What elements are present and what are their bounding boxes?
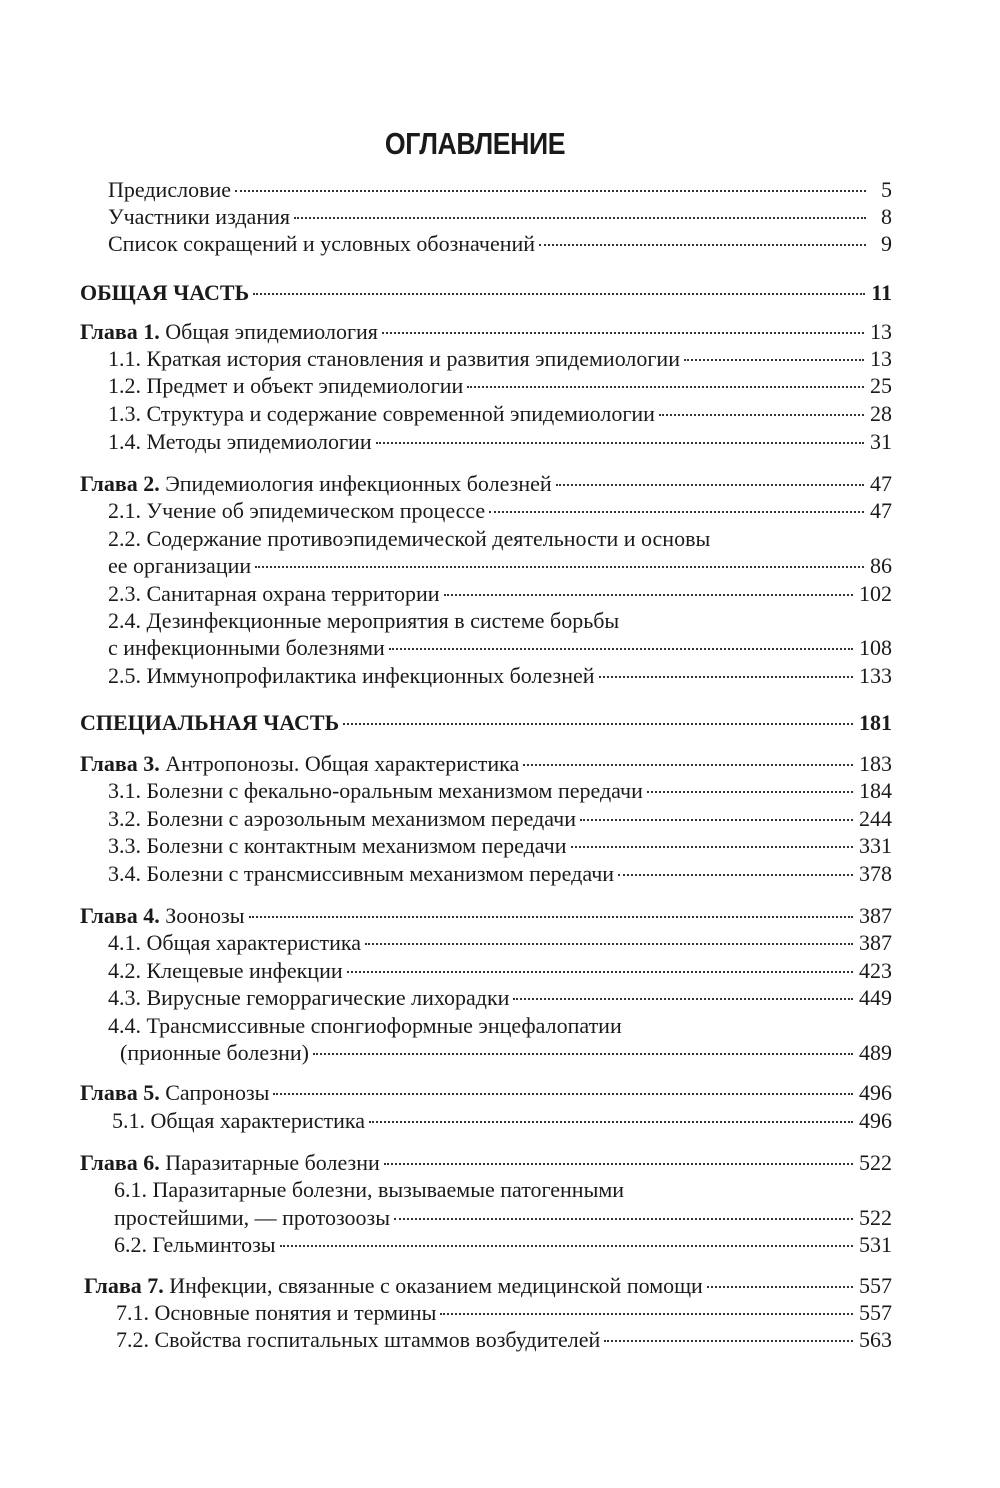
- dot-leader: [599, 675, 853, 678]
- chapter-title: Общая эпидемиология: [165, 319, 378, 344]
- section-title: 1.1. Краткая история становления и развития эпидемиологии: [108, 346, 680, 371]
- toc-section-4-2[interactable]: [108, 957, 892, 984]
- page-number: 86: [870, 553, 892, 578]
- entry-text: Предисловие: [108, 177, 231, 202]
- page-number: 13: [870, 346, 892, 371]
- page-number: 387: [859, 903, 892, 928]
- chapter-title: Инфекции, связанные с оказанием медицинской помощи: [169, 1273, 703, 1298]
- toc-section-2-4[interactable]: [108, 634, 892, 661]
- page-number: 31: [870, 429, 892, 454]
- section-title: простейшими, — протозоозы: [114, 1205, 390, 1230]
- page-number: 181: [859, 710, 892, 735]
- section-title: 5.1. Общая характеристика: [112, 1108, 365, 1133]
- section-title: с инфекционными болезнями: [108, 635, 385, 660]
- page-number: 184: [859, 778, 892, 803]
- toc-part-general[interactable]: [80, 279, 892, 306]
- page-number: 9: [881, 231, 892, 256]
- toc-section-3-2[interactable]: [108, 805, 892, 832]
- page-number: 563: [859, 1327, 892, 1352]
- toc-section-4-3[interactable]: [108, 984, 892, 1011]
- toc-entry-contributors[interactable]: [108, 203, 892, 230]
- page-number: 183: [859, 751, 892, 776]
- page-number: 47: [870, 498, 892, 523]
- toc-section-1-3[interactable]: [108, 400, 892, 427]
- toc-chapter-6[interactable]: [80, 1149, 892, 1176]
- chapter-title: Паразитарные болезни: [165, 1150, 380, 1175]
- dot-leader: [365, 942, 853, 945]
- section-title: (прионные болезни): [120, 1040, 309, 1065]
- toc-chapter-7[interactable]: [84, 1272, 892, 1299]
- toc-section-4-4[interactable]: [120, 1039, 892, 1066]
- section-title: 2.5. Иммунопрофилактика инфекционных болезней: [108, 663, 595, 688]
- dot-leader: [580, 818, 853, 821]
- dot-leader: [235, 189, 866, 192]
- dot-leader: [347, 970, 853, 973]
- section-title-line1: 2.4. Дезинфекционные мероприятия в системе борьбы: [108, 608, 620, 633]
- toc-section-4-1[interactable]: [108, 929, 892, 956]
- chapter-label: Глава 4.: [80, 903, 160, 928]
- dot-leader: [513, 997, 853, 1000]
- page-title: ОГЛАВЛЕНИЕ: [384, 126, 566, 161]
- toc-section-2-5[interactable]: [108, 662, 892, 689]
- dot-leader: [384, 1162, 853, 1165]
- toc-section-1-1[interactable]: [108, 345, 892, 372]
- chapter-label: Глава 7.: [84, 1273, 164, 1298]
- dot-leader: [369, 1120, 853, 1123]
- toc-section-7-2[interactable]: [116, 1326, 892, 1353]
- dot-leader: [394, 1217, 853, 1220]
- part-title: СПЕЦИАЛЬНАЯ ЧАСТЬ: [80, 710, 340, 735]
- dot-leader: [467, 385, 864, 388]
- section-title: 1.4. Методы эпидемиологии: [108, 429, 372, 454]
- toc-chapter-4[interactable]: [80, 902, 892, 929]
- toc-section-2-1[interactable]: [108, 497, 892, 524]
- page-number: 133: [859, 663, 892, 688]
- toc-section-2-3[interactable]: [108, 580, 892, 607]
- dot-leader: [556, 483, 864, 486]
- dot-leader: [523, 763, 853, 766]
- page-number: 11: [871, 280, 892, 305]
- dot-leader: [571, 845, 854, 848]
- section-title-line1: 4.4. Трансмиссивные спонгиоформные энцефалопатии: [108, 1013, 622, 1038]
- chapter-title: Антропонозы. Общая характеристика: [165, 751, 520, 776]
- dot-leader: [604, 1339, 853, 1342]
- toc-section-3-4[interactable]: [108, 860, 892, 887]
- section-title: 3.2. Болезни с аэрозольным механизмом передачи: [108, 806, 576, 831]
- page-number: 25: [870, 373, 892, 398]
- page-number: 387: [859, 930, 892, 955]
- dot-leader: [647, 790, 853, 793]
- chapter-label: Глава 2.: [80, 471, 160, 496]
- section-title: 7.2. Свойства госпитальных штаммов возбудителей: [116, 1327, 601, 1352]
- toc-chapter-5[interactable]: [80, 1079, 892, 1106]
- section-title: 4.2. Клещевые инфекции: [108, 958, 343, 983]
- toc-section-3-1[interactable]: [108, 777, 892, 804]
- chapter-title: Зоонозы: [165, 903, 245, 928]
- section-title: 3.4. Болезни с трансмиссивным механизмом передачи: [108, 861, 615, 886]
- page-number: 423: [859, 958, 892, 983]
- dot-leader: [684, 358, 864, 361]
- page-number: 102: [859, 581, 892, 606]
- page-number: 8: [881, 204, 892, 229]
- section-title: 4.1. Общая характеристика: [108, 930, 361, 955]
- section-title-line1: 6.1. Паразитарные болезни, вызываемые патогенными: [114, 1177, 625, 1202]
- dot-leader: [376, 441, 864, 444]
- section-title: 2.3. Санитарная охрана территории: [108, 581, 440, 606]
- section-title: 1.2. Предмет и объект эпидемиологии: [108, 373, 464, 398]
- page-number: 244: [859, 806, 892, 831]
- section-title: 4.3. Вирусные геморрагические лихорадки: [108, 985, 510, 1010]
- toc-entry-abbreviations[interactable]: [108, 230, 892, 257]
- section-title: 1.3. Структура и содержание современной эпидемиологии: [108, 401, 655, 426]
- toc-section-7-1[interactable]: [116, 1299, 892, 1326]
- section-title: 6.2. Гельминтозы: [114, 1232, 276, 1257]
- chapter-title: Сапронозы: [165, 1080, 270, 1105]
- dot-leader: [313, 1052, 853, 1055]
- toc-chapter-1[interactable]: [80, 318, 892, 345]
- dot-leader: [444, 593, 853, 596]
- dot-leader: [253, 292, 865, 295]
- page-number: 108: [859, 635, 892, 660]
- section-title: 3.1. Болезни с фекально-оральным механизмом передачи: [108, 778, 643, 803]
- page-number: 496: [859, 1108, 892, 1133]
- page-number: 531: [859, 1232, 892, 1257]
- toc-section-1-4[interactable]: [108, 428, 892, 455]
- section-title: 2.1. Учение об эпидемическом процессе: [108, 498, 486, 523]
- page-number: 331: [859, 833, 892, 858]
- chapter-label: Глава 5.: [80, 1080, 160, 1105]
- chapter-label: Глава 1.: [80, 319, 160, 344]
- page-number: 557: [859, 1300, 892, 1325]
- dot-leader: [389, 647, 853, 650]
- page-number: 47: [870, 471, 892, 496]
- dot-leader: [618, 873, 853, 876]
- page-number: 522: [859, 1205, 892, 1230]
- toc-section-1-2[interactable]: [108, 372, 892, 399]
- page-number: 489: [859, 1040, 892, 1065]
- dot-leader: [343, 722, 853, 725]
- toc-section-6-2[interactable]: [114, 1231, 892, 1258]
- section-title: 7.1. Основные понятия и термины: [116, 1300, 437, 1325]
- page-number: 5: [881, 177, 892, 202]
- toc-chapter-2[interactable]: [80, 470, 892, 497]
- page-number: 13: [870, 319, 892, 344]
- page-number: 449: [859, 985, 892, 1010]
- chapter-label: Глава 3.: [80, 751, 160, 776]
- toc-section-2-2[interactable]: [108, 552, 892, 579]
- section-title: ее организации: [108, 553, 252, 578]
- chapter-label: Глава 6.: [80, 1150, 160, 1175]
- dot-leader: [273, 1092, 853, 1095]
- dot-leader: [249, 915, 853, 918]
- dot-leader: [539, 243, 866, 246]
- entry-text: Участники издания: [108, 204, 290, 229]
- toc-section-3-3[interactable]: [108, 832, 892, 859]
- entry-text: Список сокращений и условных обозначений: [108, 231, 536, 256]
- dot-leader: [294, 216, 866, 219]
- dot-leader: [707, 1285, 853, 1288]
- toc-entry-preface[interactable]: [108, 176, 892, 203]
- dot-leader: [440, 1312, 853, 1315]
- toc-section-5-1[interactable]: [112, 1107, 892, 1134]
- toc-section-6-1[interactable]: [114, 1204, 892, 1231]
- section-title-line1: 2.2. Содержание противоэпидемической деятельности и основы: [108, 526, 711, 551]
- page-number: 378: [859, 861, 892, 886]
- toc-chapter-3[interactable]: [80, 750, 892, 777]
- chapter-title: Эпидемиология инфекционных болезней: [165, 471, 552, 496]
- page-number: 496: [859, 1080, 892, 1105]
- dot-leader: [489, 510, 864, 513]
- toc-part-special[interactable]: [80, 709, 892, 736]
- page-number: 28: [870, 401, 892, 426]
- section-title: 3.3. Болезни с контактным механизмом передачи: [108, 833, 567, 858]
- dot-leader: [280, 1244, 853, 1247]
- dot-leader: [382, 331, 864, 334]
- dot-leader: [255, 565, 864, 568]
- page-number: 557: [859, 1273, 892, 1298]
- dot-leader: [659, 413, 864, 416]
- page-number: 522: [859, 1150, 892, 1175]
- part-title: ОБЩАЯ ЧАСТЬ: [80, 280, 250, 305]
